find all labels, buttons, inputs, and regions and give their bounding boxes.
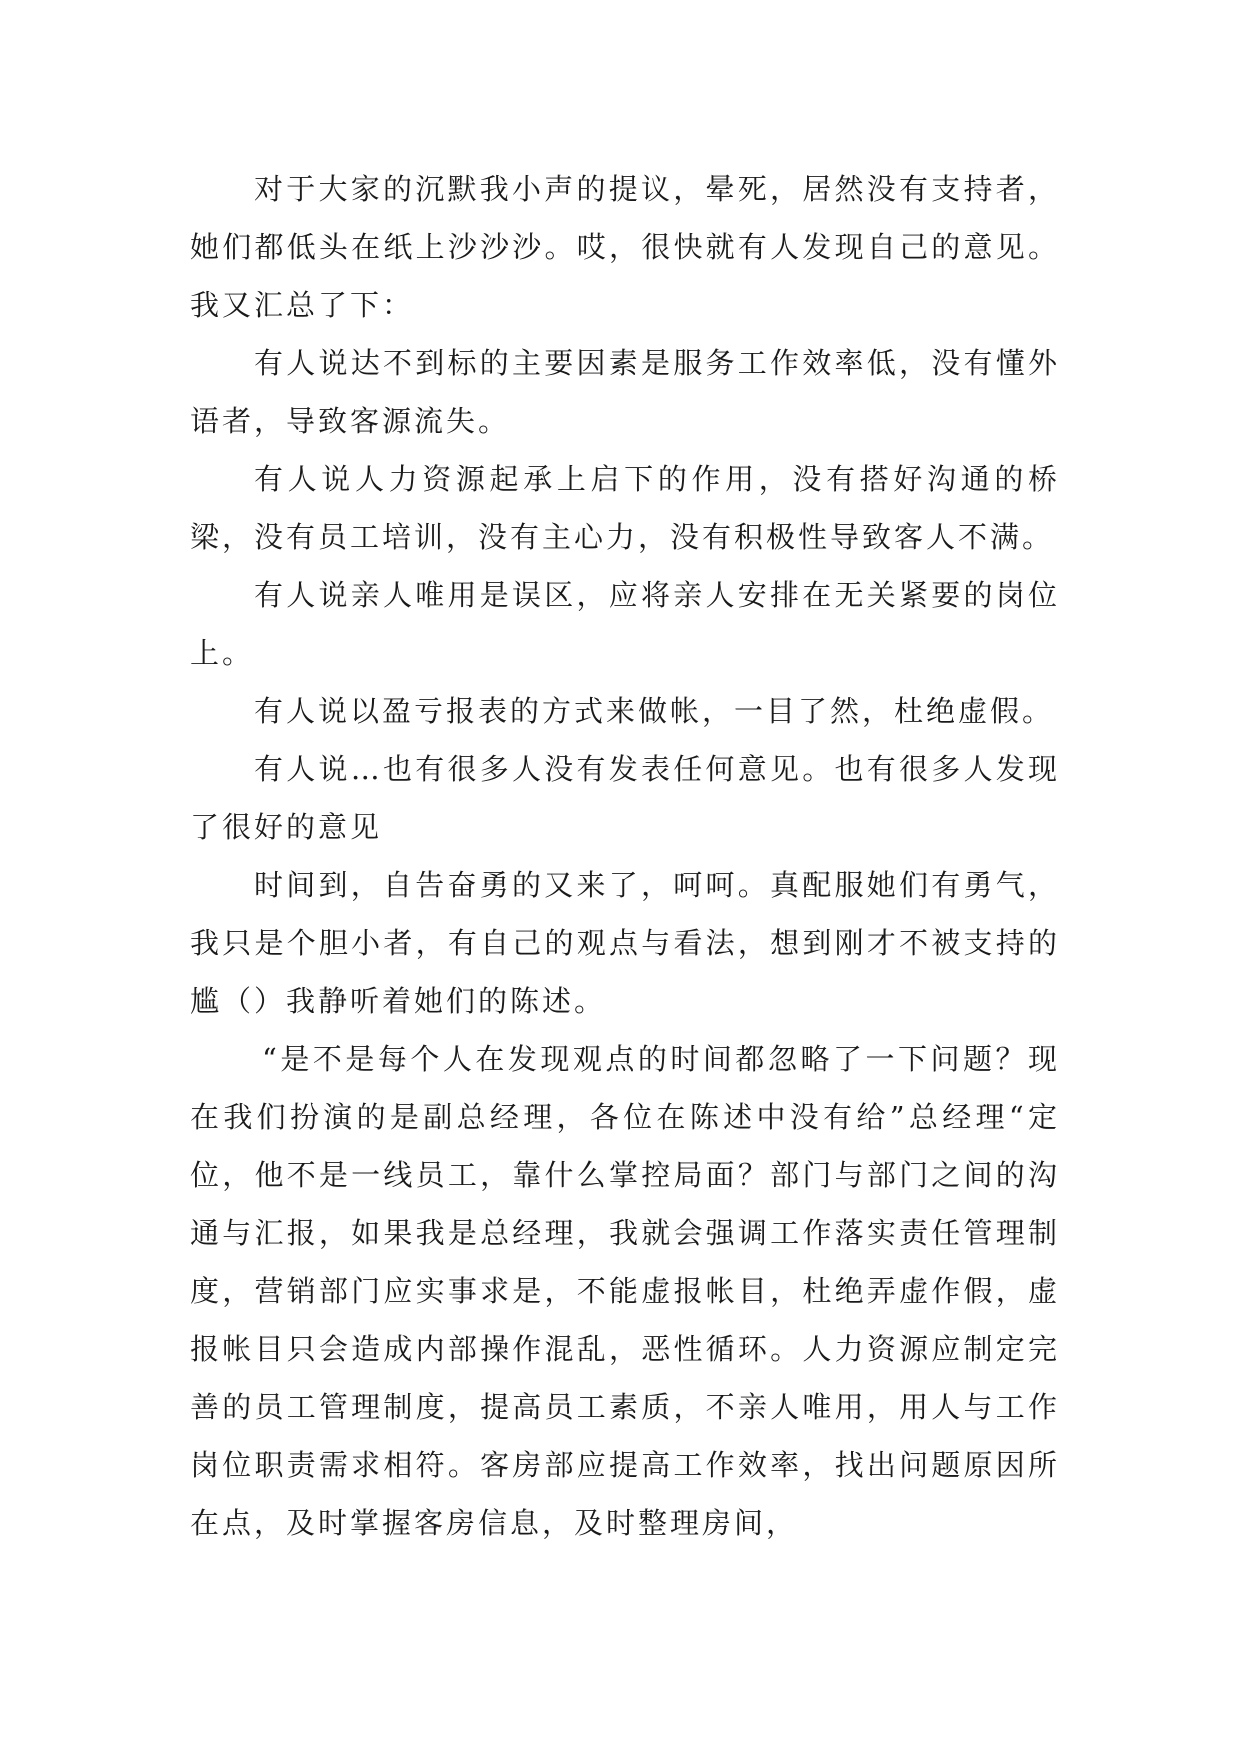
paragraph-4: 有人说亲人唯用是误区，应将亲人安排在无关紧要的岗位上。 bbox=[190, 578, 1060, 670]
paragraph-5: 有人说以盈亏报表的方式来做帐，一目了然，杜绝虚假。 bbox=[254, 694, 1055, 728]
document-body bbox=[190, 160, 1060, 1552]
paragraph-1: 对于大家的沉默我小声的提议，晕死，居然没有支持者，她们都低头在纸上沙沙沙。哎，很快就有人发现自己的意见。我又汇总了下： bbox=[190, 172, 1060, 322]
paragraph-2: 有人说达不到标的主要因素是服务工作效率低，没有懂外语者，导致客源流失。 bbox=[190, 346, 1060, 438]
paragraph-3: 有人说人力资源起承上启下的作用，没有搭好沟通的桥梁，没有员工培训，没有主心力，没有积极性导致客人不满。 bbox=[190, 462, 1060, 554]
paragraph-8: “是不是每个人在发现观点的时间都忽略了一下问题？现在我们扮演的是副总经理，各位在陈述中没有给”总经理“定位，他不是一线员工，靠什么掌控局面？部门与部门之间的沟通与汇报，如果我是总经理，我就会强调工作落实责任管理制度，营销部门应实事求是，不能虚报帐目，杜绝弄虚作假，虚报帐目只会造成内部操作混乱，恶性循环。人力资源应制定完善的员工管理制度，提高员工素质，不亲人唯用，用人与工作岗位职责需求相符。客房部应提高工作效率，找出问题原因所在点，及时掌握客房信息，及时整理房间， bbox=[190, 1042, 1060, 1540]
paragraph-7: 时间到，自告奋勇的又来了，呵呵。真配服她们有勇气，我只是个胆小者，有自己的观点与看法，想到刚才不被支持的尴（）我静听着她们的陈述。 bbox=[190, 868, 1060, 1018]
paragraph-6: 有人说…也有很多人没有发表任何意见。也有很多人发现了很好的意见 bbox=[190, 752, 1060, 844]
